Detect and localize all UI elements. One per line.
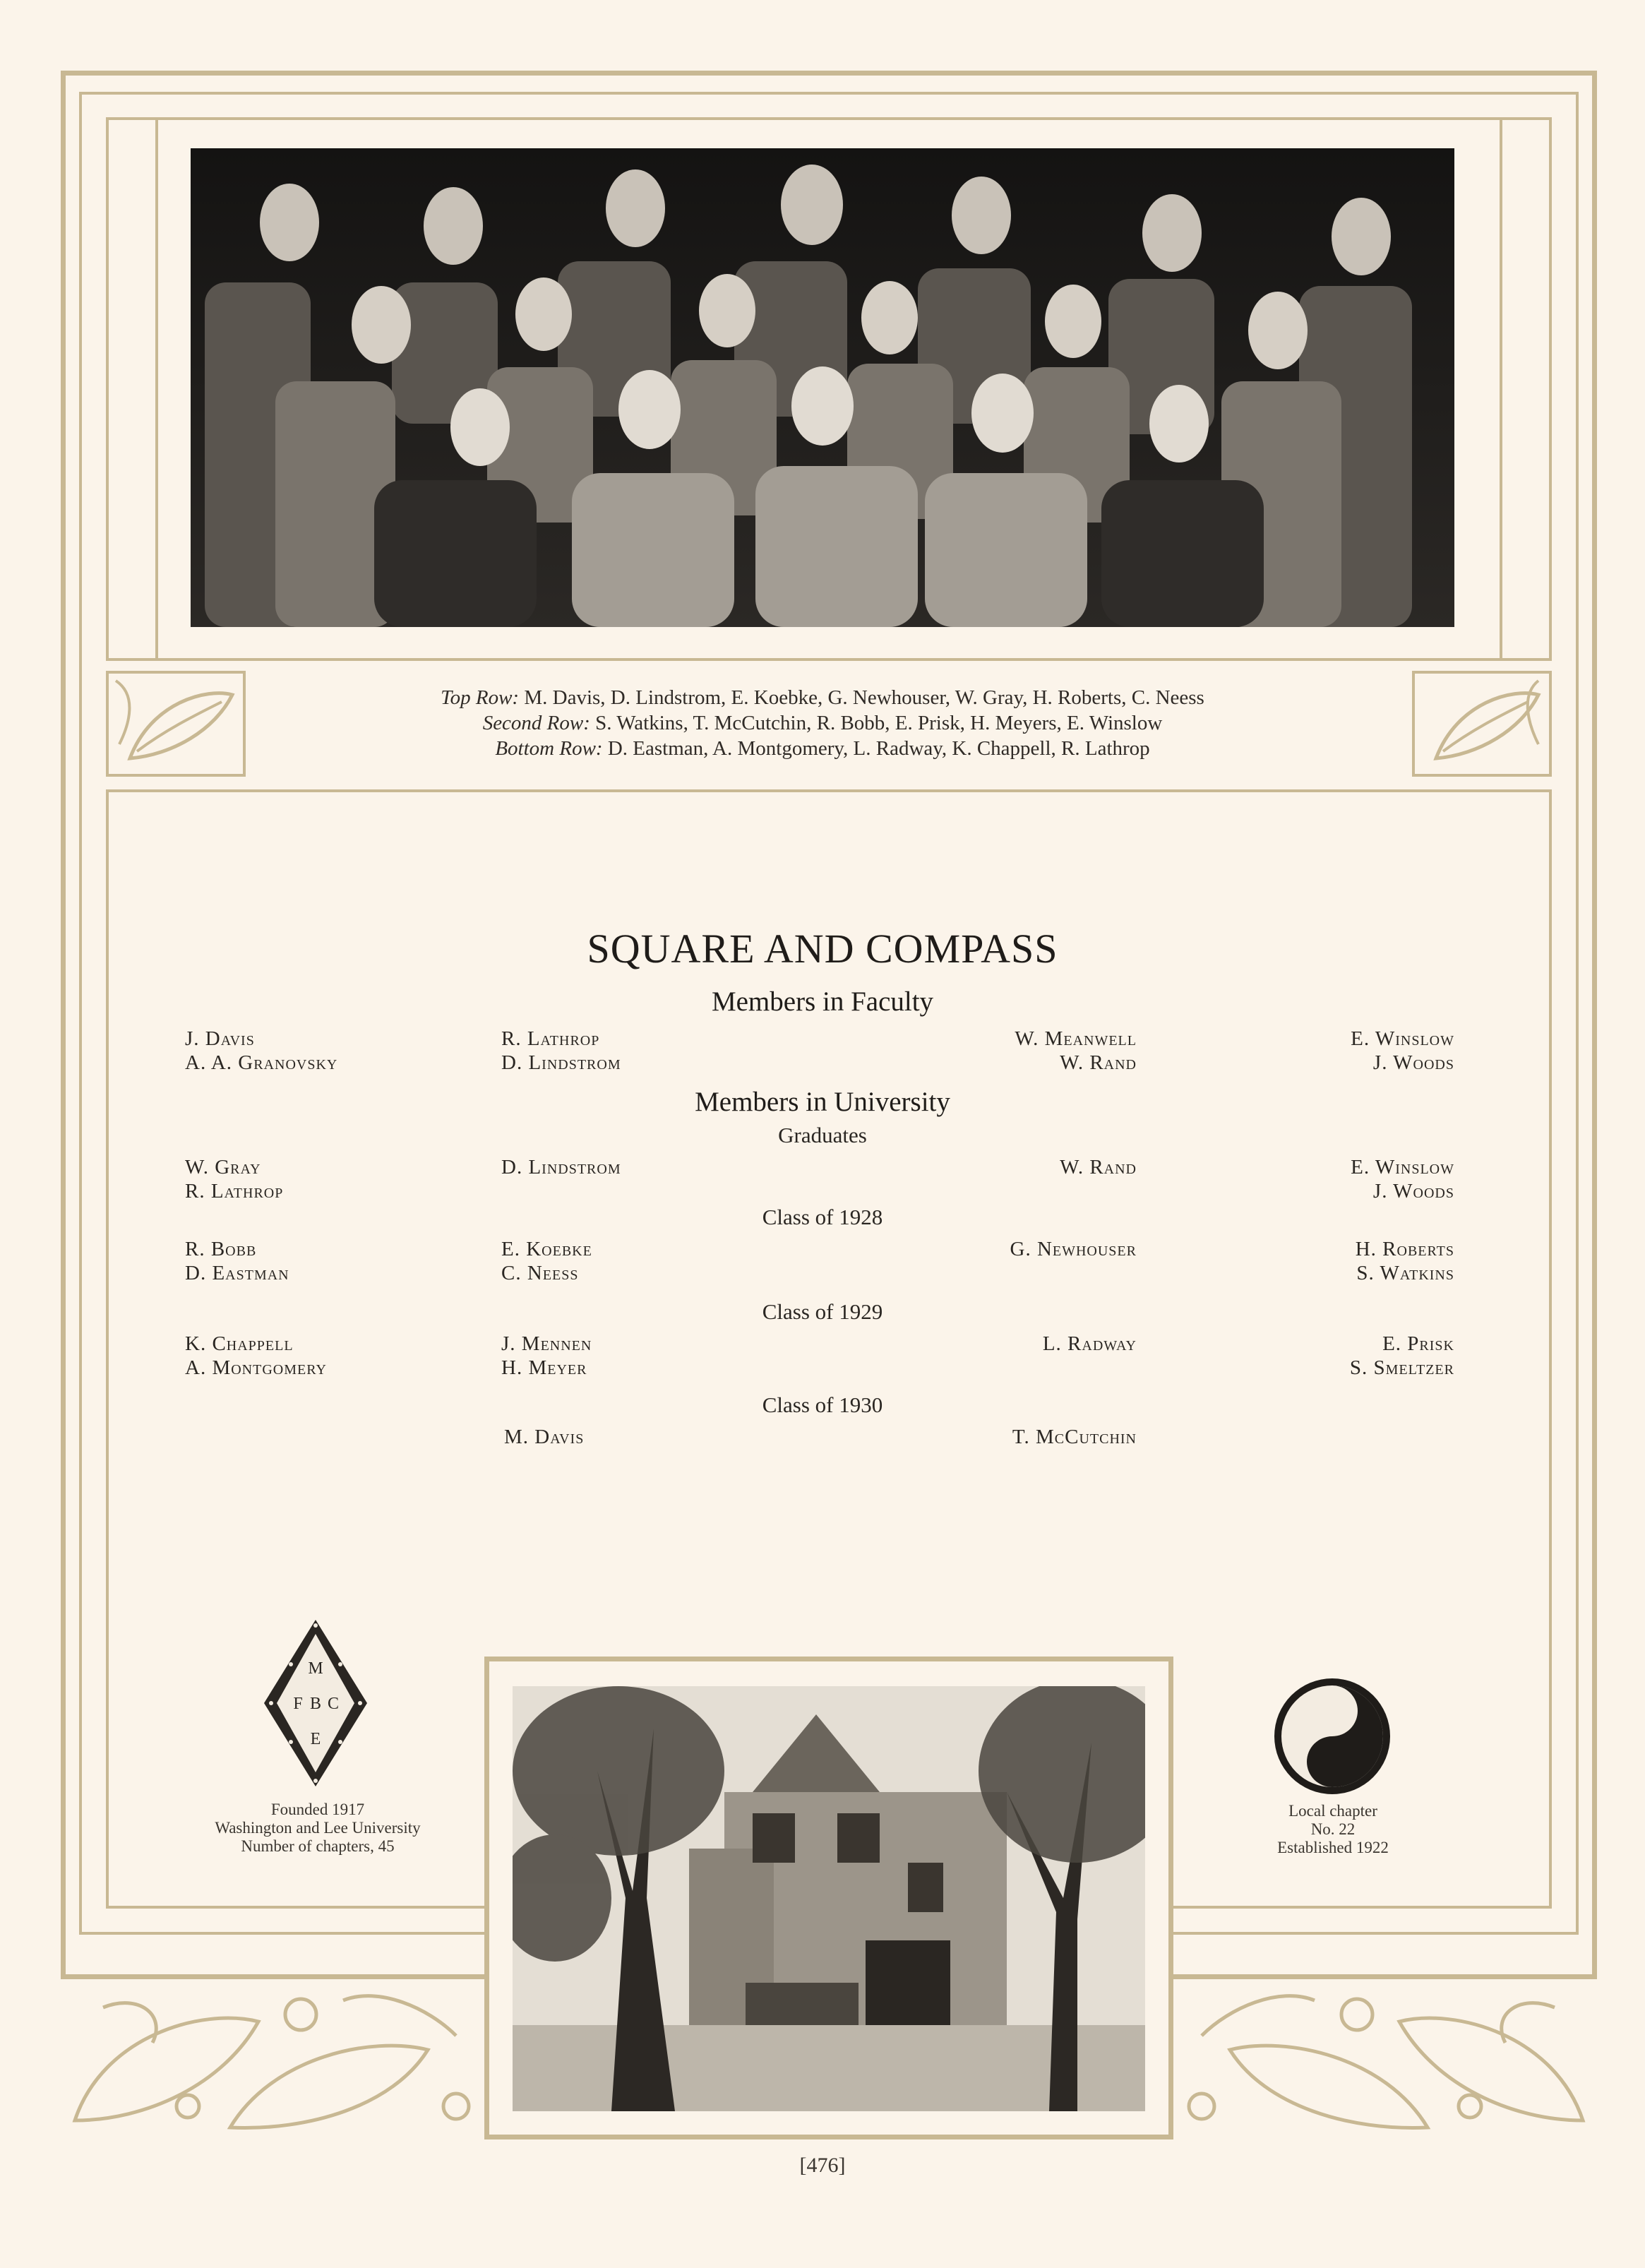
- faculty-col4-name1: E. Winslow: [1351, 1027, 1454, 1050]
- badge-letter-right: C: [327, 1695, 340, 1713]
- caption-second-label: Second Row:: [482, 712, 590, 734]
- founding-year: Founded 1917: [270, 1801, 365, 1818]
- class-1928-col4-name1: H. Roberts: [1355, 1238, 1454, 1260]
- local-chapter-number: No. 22: [1310, 1820, 1356, 1838]
- class-1929-heading: Class of 1929: [762, 1299, 883, 1324]
- local-chapter-info: [1227, 1802, 1439, 1857]
- class-1929-col1-name2: A. Montgomery: [185, 1356, 327, 1379]
- class-1928-col4-name2: S. Watkins: [1356, 1262, 1454, 1284]
- chapter-seal: [1272, 1676, 1392, 1796]
- badge-letter-bottom: E: [310, 1730, 321, 1748]
- faculty-col2-name1: R. Lathrop: [501, 1027, 600, 1050]
- local-chapter-established: Established 1922: [1277, 1839, 1389, 1856]
- founding-university: Washington and Lee University: [215, 1819, 421, 1837]
- photo-caption-second-row: [0, 710, 1645, 736]
- group-photo: [191, 148, 1454, 627]
- class-1928-col1-name1: R. Bobb: [185, 1238, 257, 1260]
- class-1928-col2-name2: C. Neess: [501, 1262, 579, 1284]
- class-1928-heading: Class of 1928: [762, 1205, 883, 1229]
- class-1928-col2-name1: E. Koebke: [501, 1238, 592, 1260]
- group-photo-image: [191, 148, 1454, 627]
- class-1930-col3-name1: T. McCutchin: [1012, 1426, 1137, 1448]
- house-photo: [513, 1686, 1145, 2111]
- leaf-band-left: [61, 1974, 484, 2139]
- class-1929-col4-name2: S. Smeltzer: [1349, 1356, 1454, 1379]
- badge-letter-center: B: [309, 1695, 322, 1713]
- graduates-col4-name1: E. Winslow: [1351, 1156, 1454, 1178]
- class-1928-col3-name1: G. Newhouser: [1010, 1238, 1137, 1260]
- caption-bottom-names: D. Eastman, A. Montgomery, L. Radway, K. Chappell, R. Lathrop: [602, 737, 1150, 760]
- founding-chapters: Number of chapters, 45: [241, 1837, 395, 1855]
- faculty-col1-name1: J. Davis: [185, 1027, 255, 1050]
- faculty-col3-name2: W. Rand: [1060, 1051, 1137, 1074]
- caption-second-names: S. Watkins, T. McCutchin, R. Bobb, E. Prisk, H. Meyers, E. Winslow: [590, 712, 1163, 734]
- faculty-col4-name2: J. Woods: [1372, 1051, 1454, 1074]
- page-title: SQUARE AND COMPASS: [587, 926, 1058, 972]
- caption-top-names: M. Davis, D. Lindstrom, E. Koebke, G. Newhouser, W. Gray, H. Roberts, C. Neess: [519, 686, 1204, 709]
- graduates-col4-name2: J. Woods: [1372, 1180, 1454, 1202]
- graduates-col3-name1: W. Rand: [1060, 1156, 1137, 1178]
- class-1928-col1-name2: D. Eastman: [185, 1262, 289, 1284]
- faculty-col3-name1: W. Meanwell: [1015, 1027, 1137, 1050]
- class-1930-heading: Class of 1930: [762, 1392, 883, 1417]
- class-1930-col2-name1: M. Davis: [504, 1426, 585, 1448]
- faculty-col2-name2: D. Lindstrom: [501, 1051, 621, 1074]
- local-chapter-label: Local chapter: [1288, 1802, 1377, 1820]
- fraternity-badge: [263, 1618, 369, 1788]
- class-1929-col1-name1: K. Chappell: [185, 1332, 294, 1355]
- caption-top-label: Top Row:: [441, 686, 520, 709]
- graduates-col1-name2: R. Lathrop: [185, 1180, 284, 1202]
- page-number: [476]: [799, 2154, 846, 2177]
- faculty-col1-name2: A. A. Granovsky: [185, 1051, 338, 1074]
- badge-letter-top: M: [308, 1659, 323, 1678]
- faculty-heading: Members in Faculty: [711, 986, 934, 1017]
- university-heading: Members in University: [695, 1087, 950, 1117]
- class-1929-col3-name1: L. Radway: [1042, 1332, 1137, 1355]
- photo-caption-bottom-row: [0, 736, 1645, 762]
- caption-bottom-label: Bottom Row:: [495, 737, 603, 760]
- badge-letter-left: F: [293, 1695, 303, 1713]
- house-photo-image: [513, 1686, 1145, 2111]
- graduates-heading: Graduates: [778, 1123, 867, 1147]
- class-1929-col2-name2: H. Meyer: [501, 1356, 587, 1379]
- graduates-col2-name1: D. Lindstrom: [501, 1156, 621, 1178]
- leaf-band-right: [1173, 1974, 1597, 2139]
- class-1929-col4-name1: E. Prisk: [1382, 1332, 1454, 1355]
- founding-info: [177, 1801, 459, 1856]
- graduates-col1-name1: W. Gray: [185, 1156, 261, 1178]
- photo-caption-top-row: [0, 685, 1645, 711]
- class-1929-col2-name1: J. Mennen: [501, 1332, 592, 1355]
